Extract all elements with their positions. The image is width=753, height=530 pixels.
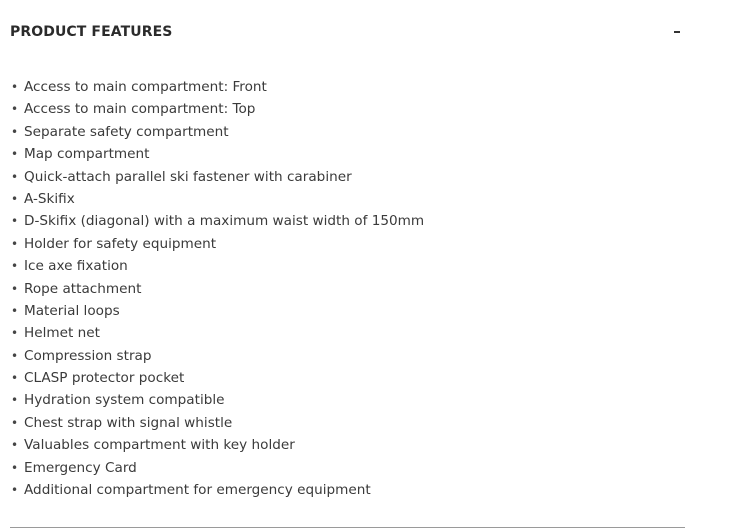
feature-list-item: • Additional compartment for emergency equipment xyxy=(10,479,424,501)
feature-list-item: • Rope attachment xyxy=(10,278,424,300)
feature-list-item: • Holder for safety equipment xyxy=(10,233,424,255)
feature-list-item: • A-Skifix xyxy=(10,188,424,210)
feature-list-item: • Access to main compartment: Front xyxy=(10,76,424,98)
feature-list-item: • Compression strap xyxy=(10,345,424,367)
feature-list xyxy=(10,76,424,501)
feature-list-item: • Access to main compartment: Top xyxy=(10,98,424,120)
feature-list-item: • Emergency Card xyxy=(10,457,424,479)
feature-list-item: • Chest strap with signal whistle xyxy=(10,412,424,434)
section-divider xyxy=(10,527,685,528)
collapse-toggle-icon[interactable] xyxy=(670,25,684,39)
section-title: PRODUCT FEATURES xyxy=(10,24,173,40)
feature-list-item: • Helmet net xyxy=(10,322,424,344)
feature-list-item: • Ice axe fixation xyxy=(10,255,424,277)
product-features-header[interactable] xyxy=(10,18,685,46)
feature-list-item: • Map compartment xyxy=(10,143,424,165)
feature-list-item: • D-Skifix (diagonal) with a maximum waist width of 150mm xyxy=(10,210,424,232)
feature-list-item: • Material loops xyxy=(10,300,424,322)
feature-list-item: • Valuables compartment with key holder xyxy=(10,434,424,456)
feature-list-item: • CLASP protector pocket xyxy=(10,367,424,389)
product-features-section xyxy=(10,0,685,530)
feature-list-item: • Hydration system compatible xyxy=(10,389,424,411)
feature-list-item: • Separate safety compartment xyxy=(10,121,424,143)
feature-list-item: • Quick-attach parallel ski fastener with carabiner xyxy=(10,166,424,188)
minus-icon xyxy=(674,31,680,33)
